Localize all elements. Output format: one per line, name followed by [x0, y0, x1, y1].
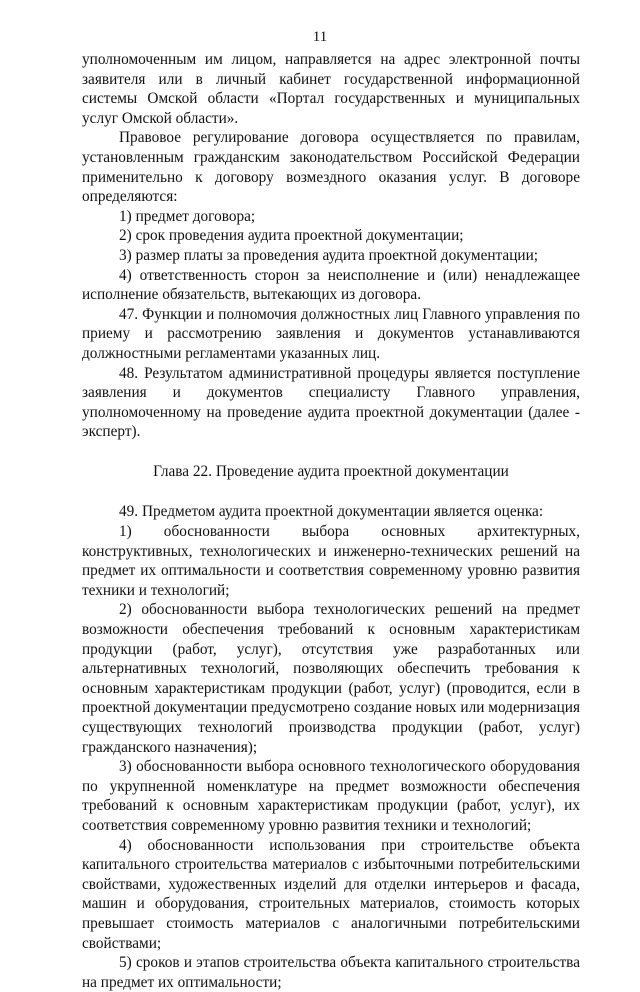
list-item-audit-term: 2) срок проведения аудита проектной документации;: [119, 227, 464, 245]
paragraph-49: 49. Предметом аудита проектной документации является оценка:: [119, 503, 544, 521]
document-body: [82, 50, 580, 992]
page-number: 11: [312, 29, 328, 45]
chapter-heading: Глава 22. Проведение аудита проектной документации: [153, 462, 509, 480]
paragraph-48: 48. Результатом административной процедуры является поступление заявления и документов специалисту Главного управления, уполномоченному на проведение аудита проектной документации (далее - эксперт).: [82, 364, 580, 441]
list-item-contract-subject: 1) предмет договора;: [119, 207, 256, 225]
list-item-architectural-solutions: 1) обоснованности выбора основных архитектурных, конструктивных, технологических и инженерно-технических решений на предмет их оптимальности и соответствия современному уровню развития техники и технологий;: [82, 523, 580, 599]
list-item-fee-amount: 3) размер платы за проведения аудита проектной документации;: [119, 246, 539, 264]
list-item-technological-solutions: 2) обоснованности выбора технологических решений на предмет возможности обеспечения требований к основным характеристикам продукции (работ, услуг), отсутствия уже разработанных или альтернативных технологий, позволяющих обеспечить требования к основным характеристикам продукции (работ, услуг) (проводится, если в проектной документации предусмотрено создание новых или модернизация существующих технологий производства продукции (работ, услуг) гражданского назначения);: [82, 601, 580, 756]
list-item-materials: 4) обоснованности использования при строительстве объекта капитального строительства материалов с избыточными потребительскими свойствами, художественных изделий для отделки интерьеров и фасада, машин и оборудования, строительных материалов, стоимость которых превышает стоимость материалов с аналогичными потребительскими свойствами;: [82, 836, 580, 952]
list-item-liability: 4) ответственность сторон за неисполнение и (или) ненадлежащее исполнение обязательств, вытекающих из договора.: [82, 266, 580, 304]
list-item-equipment: 3) обоснованности выбора основного технологического оборудования по укрупненной номенклатуре на предмет возможности обеспечения требований к основным характеристикам продукции (работ, услуг), их соответствия современному уровню развития техники и технологий;: [82, 758, 580, 834]
paragraph-continuation: уполномоченным им лицом, направляется на адрес электронной почты заявителя или в личный кабинет государственной информационной системы Омской области «Портал государственных и муниципальных услуг Омской области».: [82, 51, 580, 127]
paragraph-legal-regulation: Правовое регулирование договора осуществляется по правилам, установленным гражданским законодательством Российской Федерации применительно к договору возмездного оказания услуг. В договоре определяются:: [82, 129, 580, 206]
paragraph-47: 47. Функции и полномочия должностных лиц Главного управления по приему и рассмотрению заявления и документов устанавливаются должностными регламентами указанных лиц.: [82, 305, 580, 362]
list-item-construction-stages: 5) сроков и этапов строительства объекта капитального строительства на предмет их оптимальности;: [82, 954, 580, 991]
